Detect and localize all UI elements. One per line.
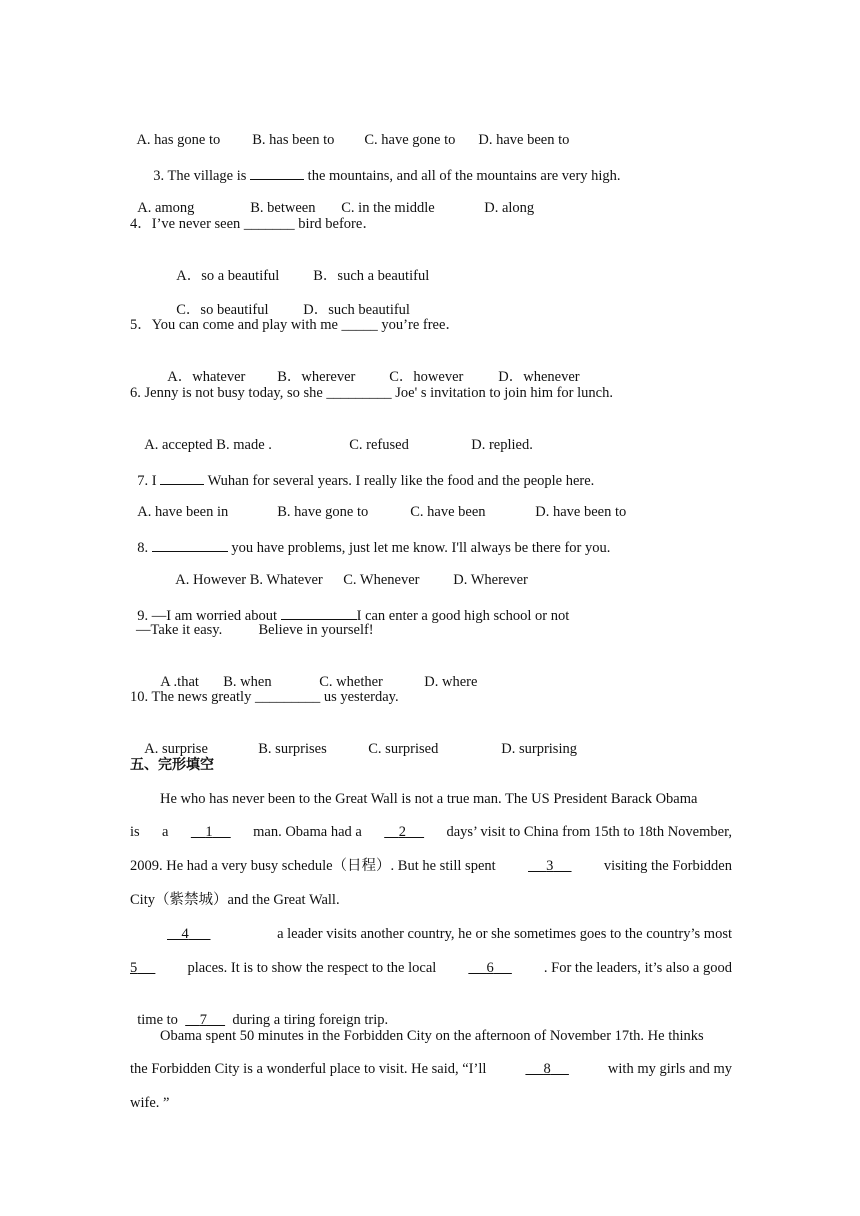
passage-line: the Forbidden City is a wonderful place to visit. He said, “I’ll 8 with my girls and my (130, 1061, 732, 1077)
question-10: 10. The news greatly _________ us yesterday. (130, 689, 399, 705)
option: D. have been to (535, 504, 627, 520)
question-3 (146, 147, 621, 185)
option: A. have been in (137, 504, 229, 520)
passage-line: 5 places. It is to show the respect to the local 6 . For the leaders, it’s also a good (130, 960, 732, 976)
option: A. accepted B. made . (144, 437, 272, 453)
cloze-blank-5: 5 (130, 960, 138, 976)
answer-blank (152, 537, 228, 552)
option: A．so a beautiful (176, 268, 280, 284)
question-9 (130, 587, 569, 625)
passage-line: is a 1 man. Obama had a 2 days’ visit to China from 15th to 18th November, (130, 824, 732, 840)
option: B. has been to (252, 132, 335, 148)
option: A．whatever (167, 369, 246, 385)
q7-options (130, 485, 626, 521)
option: D. Wherever (453, 572, 528, 588)
option: C．however (389, 369, 464, 385)
passage-line: wife. ” (130, 1095, 170, 1111)
option: A. has gone to (136, 132, 221, 148)
question-text: 7. I (137, 473, 161, 489)
question-6: 6. Jenny is not busy today, so she _________ Joe' s invitation to join him for lunch. (130, 385, 613, 401)
cloze-blank-7: 7 (199, 1012, 207, 1028)
question-text: I can enter a good high school or not (356, 608, 570, 624)
cloze-blank-6: 6 (486, 960, 494, 976)
passage-line: 2009. He had a very busy schedule（日程）. But he still spent 3 visiting the Forbidden (130, 858, 732, 874)
option: C. refused (349, 437, 409, 453)
q4-options-row2 (169, 283, 410, 319)
cloze-blank-1: 1 (205, 824, 213, 840)
option: B. surprises (258, 741, 327, 757)
q8-options (168, 553, 528, 589)
option: B．wherever (277, 369, 356, 385)
option: C. surprised (368, 741, 439, 757)
option: B. have gone to (277, 504, 369, 520)
q2-options (130, 113, 569, 149)
q6-options (137, 418, 533, 454)
question-text: Wuhan for several years. I really like the food and the people here. (204, 473, 595, 489)
passage-line: City（紫禁城）and the Great Wall. (130, 892, 340, 908)
option: C. Whenever (343, 572, 420, 588)
option: A. among (137, 200, 195, 216)
option: D. along (484, 200, 535, 216)
q4-options-row1 (169, 249, 429, 285)
question-text: 3. The village is (153, 168, 251, 184)
question-text: you have problems, just let me know. I'll always be there for you. (227, 540, 611, 556)
option: C. have gone to (364, 132, 456, 148)
option: A. surprise (144, 741, 208, 757)
q10-options (137, 722, 577, 758)
option: D．such beautiful (303, 302, 410, 318)
passage-line: 4 a leader visits another country, he or she sometimes goes to the country’s most (167, 925, 732, 943)
question-5: 5．You can come and play with me _____ you’re free． (130, 317, 460, 333)
question-4: 4．I’ve never seen _______ bird before． (130, 216, 377, 232)
option: D. surprising (501, 741, 577, 757)
q9-reply: —Take it easy. Believe in yourself! (136, 622, 374, 638)
passage-line: He who has never been to the Great Wall is not a true man. The US President Barack Obama (160, 791, 698, 807)
option: C. have been (410, 504, 486, 520)
option: A .that (160, 674, 199, 690)
option: B. between (250, 200, 316, 216)
answer-blank (250, 165, 304, 180)
passage-line: time to 7 during a tiring foreign trip. (137, 1012, 389, 1028)
question-text: the mountains, and all of the mountains are very high. (304, 168, 621, 184)
q9-options (153, 655, 477, 691)
cloze-blank-8: 8 (543, 1061, 551, 1077)
option: B．such a beautiful (313, 268, 430, 284)
question-text: 9. —I am worried about (137, 608, 281, 624)
question-text: 8. (137, 540, 152, 556)
option: B. when (223, 674, 272, 690)
option: C. in the middle (341, 200, 435, 216)
option: A. However B. Whatever (175, 572, 323, 588)
option: C．so beautiful (176, 302, 269, 318)
section-title: 五、完形填空 (130, 757, 214, 773)
question-8 (130, 519, 610, 557)
option: D. where (424, 674, 478, 690)
cloze-blank-4: 4 (181, 926, 189, 942)
answer-blank (281, 605, 357, 620)
option: D. replied. (471, 437, 533, 453)
option: C. whether (319, 674, 383, 690)
cloze-blank-3: 3 (546, 858, 554, 874)
option: D．whenever (498, 369, 580, 385)
option: D. have been to (478, 132, 570, 148)
passage-line: Obama spent 50 minutes in the Forbidden City on the afternoon of November 17th. He thinks (160, 1028, 704, 1044)
cloze-blank-2: 2 (398, 824, 406, 840)
q3-options (130, 181, 534, 217)
q5-options (160, 350, 580, 386)
answer-blank (160, 470, 204, 485)
